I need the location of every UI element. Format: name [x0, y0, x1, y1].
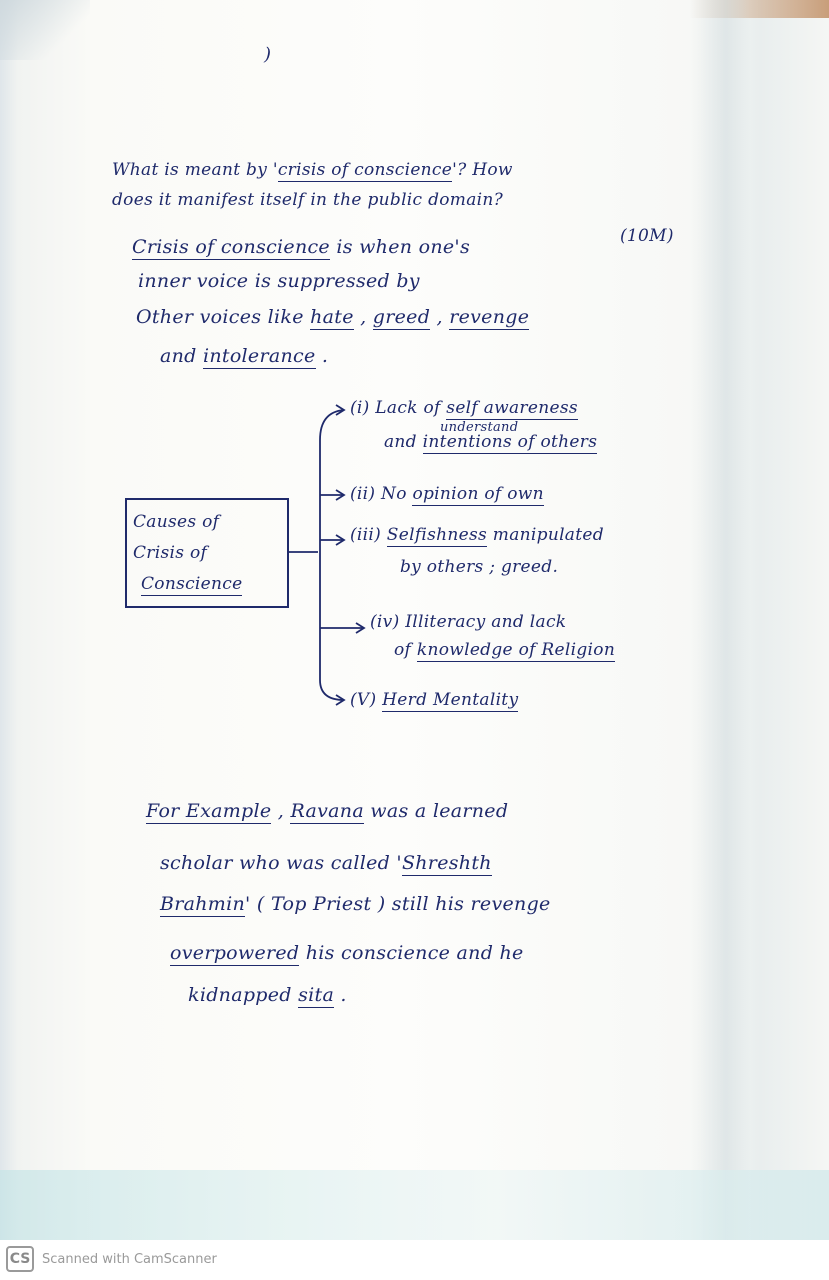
cause-item-5	[350, 690, 518, 710]
keyword-ravana: Ravana	[290, 800, 364, 822]
cause-text: (iii)	[350, 525, 387, 545]
cause-text: (ii) No	[350, 484, 413, 504]
cause-item-1-cont	[384, 432, 597, 452]
keyword-intolerance: intolerance	[202, 345, 316, 367]
keyword-sita: sita	[298, 984, 335, 1006]
example-text: his conscience and he	[299, 942, 524, 964]
cause-text: manipulated	[487, 525, 604, 545]
example-text: ' ( Top Priest ) still his revenge	[245, 893, 551, 915]
cause-text: (i) Lack of	[350, 398, 447, 418]
cause-item-3-cont: by others ; greed.	[400, 557, 559, 577]
example-text: was a learned	[363, 800, 509, 822]
example-line-5	[188, 984, 347, 1006]
question-line-2: does it manifest itself in the public domain?	[112, 190, 504, 210]
cause-text: (V)	[350, 690, 383, 710]
example-heading: For Example	[146, 800, 272, 822]
keyword-brahmin: Brahmin	[160, 893, 246, 915]
separator: ,	[271, 800, 291, 822]
page-mark: )	[264, 44, 272, 65]
cause-keyword: knowledge of Religion	[416, 640, 616, 660]
cause-item-1	[350, 398, 578, 418]
cause-text: of	[394, 640, 417, 660]
definition-line-2: inner voice is suppressed by	[138, 270, 420, 292]
separator: ,	[430, 306, 450, 328]
example-line-1	[146, 800, 508, 822]
example-line-3	[160, 893, 551, 915]
question-text-end: '? How	[452, 160, 513, 180]
box-line-3	[141, 574, 242, 594]
cause-item-4-cont	[394, 640, 615, 660]
keyword-revenge: revenge	[449, 306, 530, 328]
cause-keyword: Selfishness	[386, 525, 488, 545]
keyword-greed: greed	[372, 306, 431, 328]
definition-term: Crisis of conscience	[132, 236, 330, 258]
cause-item-4: (iv) Illiteracy and lack	[370, 612, 567, 632]
connector-spine	[320, 410, 344, 700]
example-text: kidnapped	[188, 984, 299, 1006]
cause-keyword: intentions of others	[422, 432, 598, 452]
box-line-2: Crisis of	[133, 543, 208, 563]
question-marks: (10M)	[620, 226, 674, 246]
full-stop: .	[334, 984, 347, 1006]
definition-text: and	[160, 345, 203, 367]
example-line-4	[170, 942, 524, 964]
example-text: scholar who was called '	[160, 852, 402, 874]
watermark-text: Scanned with CamScanner	[42, 1252, 217, 1267]
separator: ,	[353, 306, 373, 328]
question-text: What is meant by '	[112, 160, 278, 180]
cause-item-2	[350, 484, 544, 504]
question-key-term: crisis of conscience	[277, 160, 453, 180]
box-line-3-text: Conscience	[141, 574, 243, 594]
cause-keyword: Herd Mentality	[382, 690, 519, 710]
cause-insertion: understand	[440, 420, 519, 435]
cause-text: and	[384, 432, 423, 452]
keyword-overpowered: overpowered	[170, 942, 300, 964]
definition-text: is when one's	[329, 236, 471, 258]
box-line-1: Causes of	[133, 512, 220, 532]
keyword-hate: hate	[310, 306, 354, 328]
definition-text: Other voices like	[136, 306, 311, 328]
cause-keyword: opinion of own	[412, 484, 544, 504]
keyword-shreshth: Shreshth	[401, 852, 492, 874]
camscanner-logo: CS	[6, 1246, 34, 1272]
example-line-2	[160, 852, 492, 874]
full-stop: .	[315, 345, 329, 367]
cause-keyword: self awareness	[446, 398, 578, 418]
cause-item-3	[350, 525, 604, 545]
